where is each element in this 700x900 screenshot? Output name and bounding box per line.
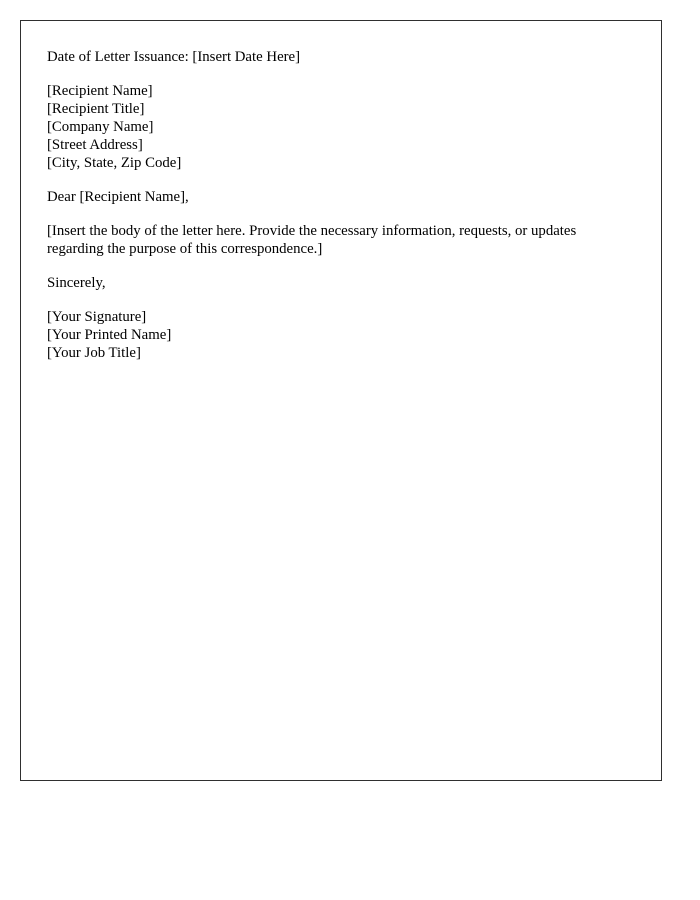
signature-block — [47, 308, 633, 362]
job-title-line: [Your Job Title] — [47, 345, 141, 361]
printed-name-line: [Your Printed Name] — [47, 327, 172, 343]
company-name-line: [Company Name] — [47, 119, 154, 135]
letter-sheet — [20, 20, 662, 781]
recipient-title-line: [Recipient Title] — [47, 101, 145, 117]
recipient-address-block — [47, 82, 633, 172]
recipient-name-line: [Recipient Name] — [47, 83, 153, 99]
salutation-line: Dear [Recipient Name], — [47, 189, 189, 205]
body-paragraph: [Insert the body of the letter here. Provide the necessary information, requests, or updates regarding the purpose of this correspondence.] — [47, 223, 577, 257]
city-state-zip-line: [City, State, Zip Code] — [47, 155, 182, 171]
date-line: Date of Letter Issuance: [Insert Date Here] — [47, 49, 301, 65]
signature-line: [Your Signature] — [47, 309, 147, 325]
street-address-line: [Street Address] — [47, 137, 143, 153]
closing-line: Sincerely, — [47, 275, 106, 291]
